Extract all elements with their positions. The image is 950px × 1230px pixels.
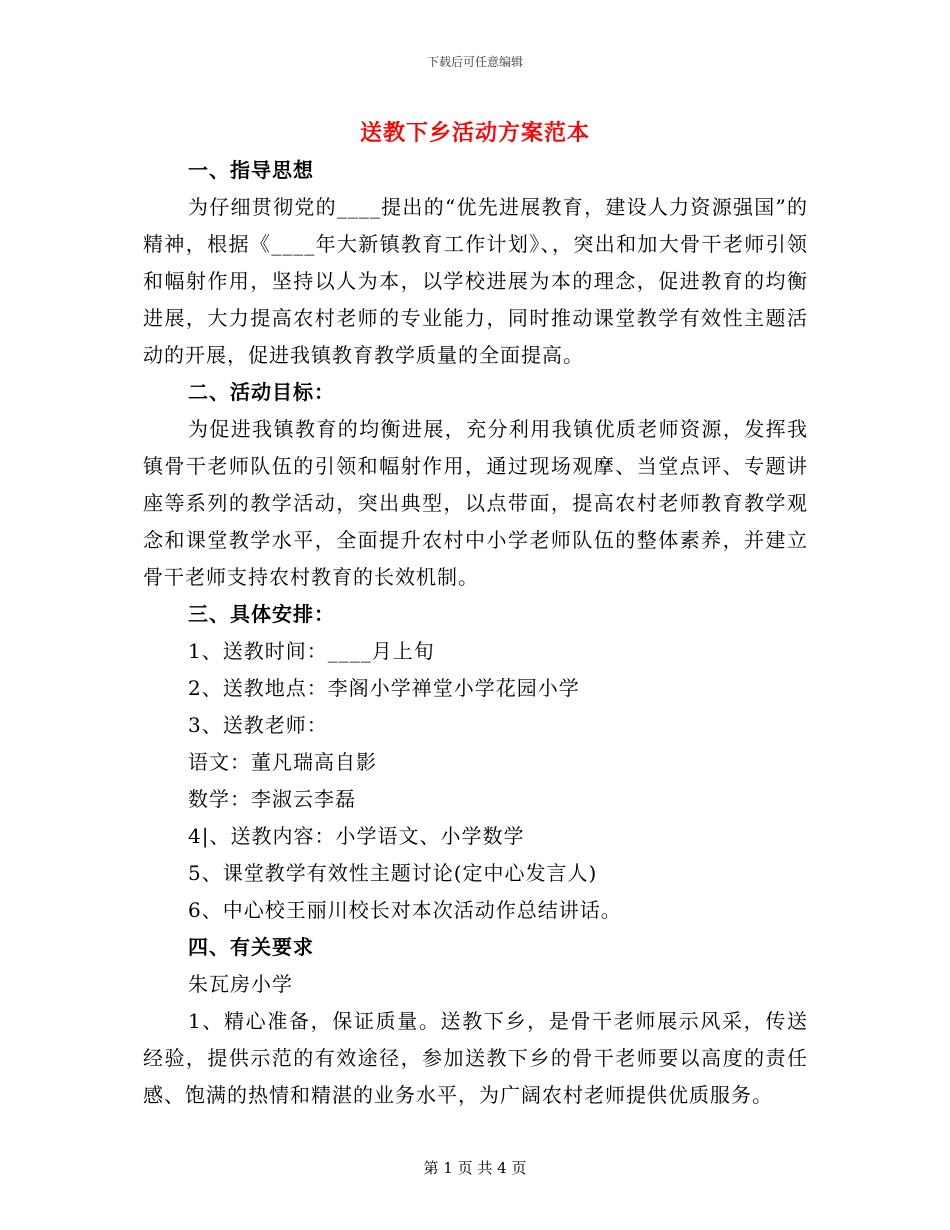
list-item: 3、送教老师： [188,713,328,737]
section-paragraph-requirements: 1、精心准备，保证质量。送教下乡，是骨干老师展示风采，传送经验，提供示范的有效途径，参加送教下乡的骨干老师要以高度的责任感、饱满的热情和精湛的业务水平，为广阔农村老师提供优质服务。 [143,1009,808,1107]
list-item: 数学：李淑云李磊 [188,787,356,811]
document-body [143,152,808,1114]
list-item: 2、送教地点：李阁小学禅堂小学花园小学 [188,676,580,700]
section-heading-arrangements: 三、具体安排： [188,602,335,626]
list-item: 4|、送教内容：小学语文、小学数学 [188,824,525,848]
page-header: 下载后可任意编辑 [426,55,523,69]
list-item: 语文：董凡瑞高自影 [188,750,377,774]
document-title: 送教下乡活动方案范本 [359,120,590,146]
section-heading-activity-goals: 二、活动目标： [188,380,335,404]
list-item: 1、送教时间：____月上旬 [188,639,435,663]
section-heading-guiding-ideology: 一、指导思想 [188,158,314,182]
section-paragraph-guiding-ideology: 为仔细贯彻党的____提出的“优先进展教育，建设人力资源强国”的精神，根据《____年大新镇教育工作计划》、，突出和加大骨干老师引领和幅射作用，坚持以人为本，以学校进展为本的理念，促进教育的均衡进展，大力提高农村老师的专业能力，同时推动课堂教学有效性主题活动的开展，促进我镇教育教学质量的全面提高。 [143,195,808,367]
section-paragraph-activity-goals: 为促进我镇教育的均衡进展，充分利用我镇优质老师资源，发挥我镇骨干老师队伍的引领和幅射作用，通过现场观摩、当堂点评、专题讲座等系列的教学活动，突出典型，以点带面，提高农村老师教育教学观念和课堂教学水平，全面提升农村中小学老师队伍的整体素养，并建立骨干老师支持农村教育的长效机制。 [143,417,808,589]
section-subline: 朱瓦房小学 [188,972,293,996]
list-item: 5、课堂教学有效性主题讨论(定中心发言人) [188,861,598,885]
list-item: 6、中心校王丽川校长对本次活动作总结讲话。 [188,898,622,922]
page-footer: 第 1 页 共 4 页 [423,1159,527,1177]
section-heading-requirements: 四、有关要求 [188,935,314,959]
